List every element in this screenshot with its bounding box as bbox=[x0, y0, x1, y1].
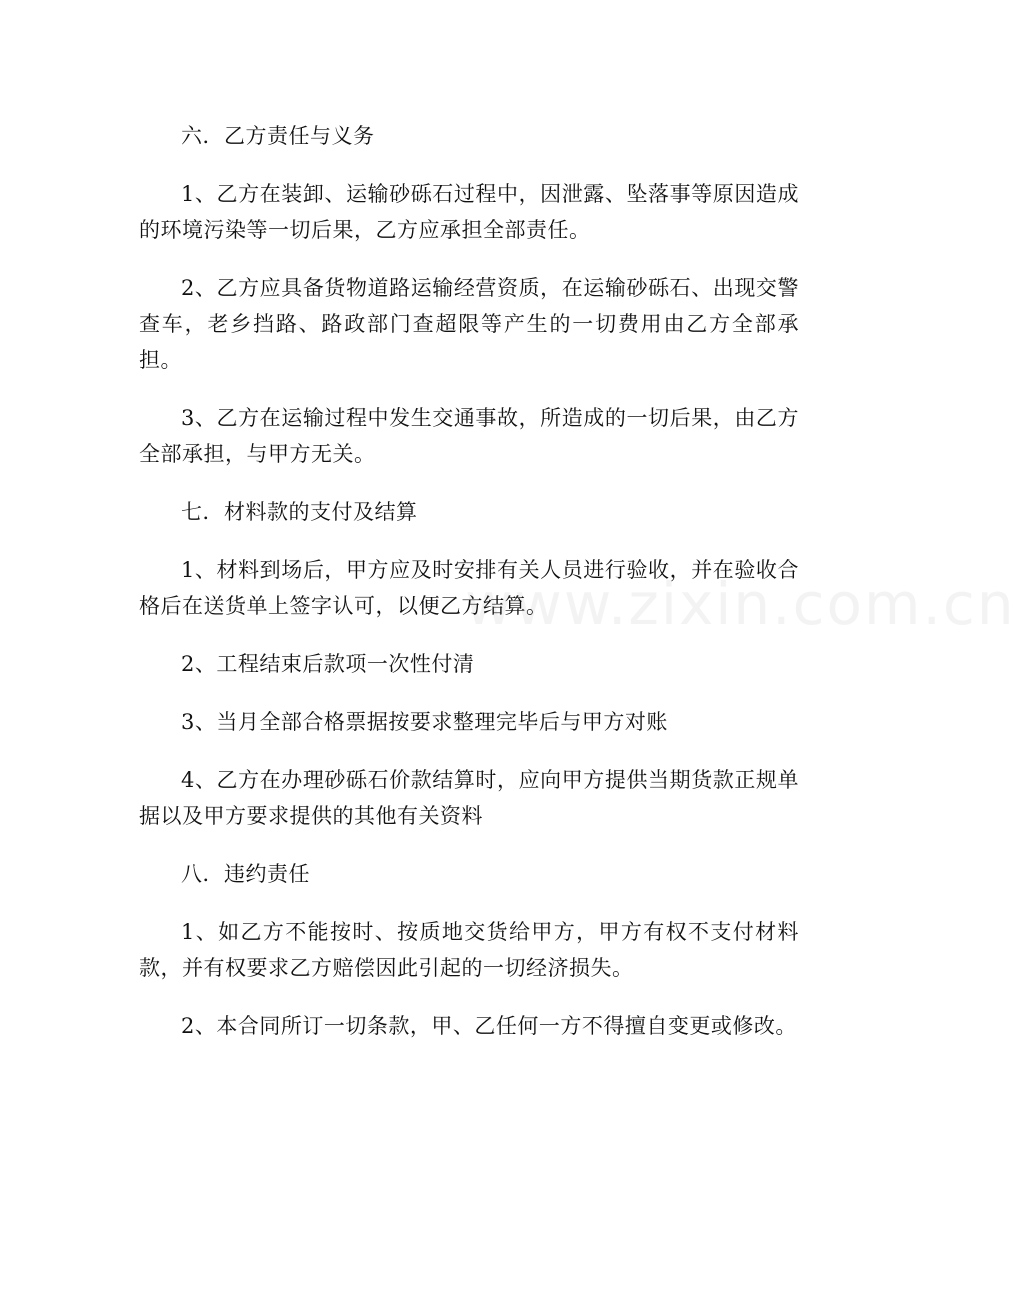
watermark: www.zixin.com.cn bbox=[465, 570, 1016, 638]
clause-8-2: 2、本合同所订一切条款，甲、乙任何一方不得擅自变更或修改。 bbox=[181, 1014, 797, 1038]
section-heading-6: 六．乙方责任与义务 bbox=[181, 124, 375, 148]
clause-7-3: 3、当月全部合格票据按要求整理完毕后与甲方对账 bbox=[181, 710, 668, 734]
document-body bbox=[139, 118, 799, 1066]
clause-8-1: 1、如乙方不能按时、按质地交货给甲方，甲方有权不支付材料款，并有权要求乙方赔偿因此引起的一切经济损失。 bbox=[139, 920, 799, 980]
clause-6-3: 3、乙方在运输过程中发生交通事故，所造成的一切后果，由乙方全部承担，与甲方无关。 bbox=[139, 406, 799, 466]
clause-7-2: 2、工程结束后款项一次性付清 bbox=[181, 652, 475, 676]
section-heading-8: 八．违约责任 bbox=[181, 862, 310, 886]
clause-7-1: 1、材料到场后，甲方应及时安排有关人员进行验收，并在验收合格后在送货单上签字认可，以便乙方结算。 bbox=[139, 558, 799, 618]
clause-6-1: 1、乙方在装卸、运输砂砾石过程中，因泄露、坠落事等原因造成的环境污染等一切后果，乙方应承担全部责任。 bbox=[139, 182, 799, 242]
clause-7-4: 4、乙方在办理砂砾石价款结算时，应向甲方提供当期货款正规单据以及甲方要求提供的其他有关资料 bbox=[139, 768, 799, 828]
clause-6-2: 2、乙方应具备货物道路运输经营资质，在运输砂砾石、出现交警查车，老乡挡路、路政部门查超限等产生的一切费用由乙方全部承担。 bbox=[139, 276, 799, 372]
section-heading-7: 七．材料款的支付及结算 bbox=[181, 500, 418, 524]
